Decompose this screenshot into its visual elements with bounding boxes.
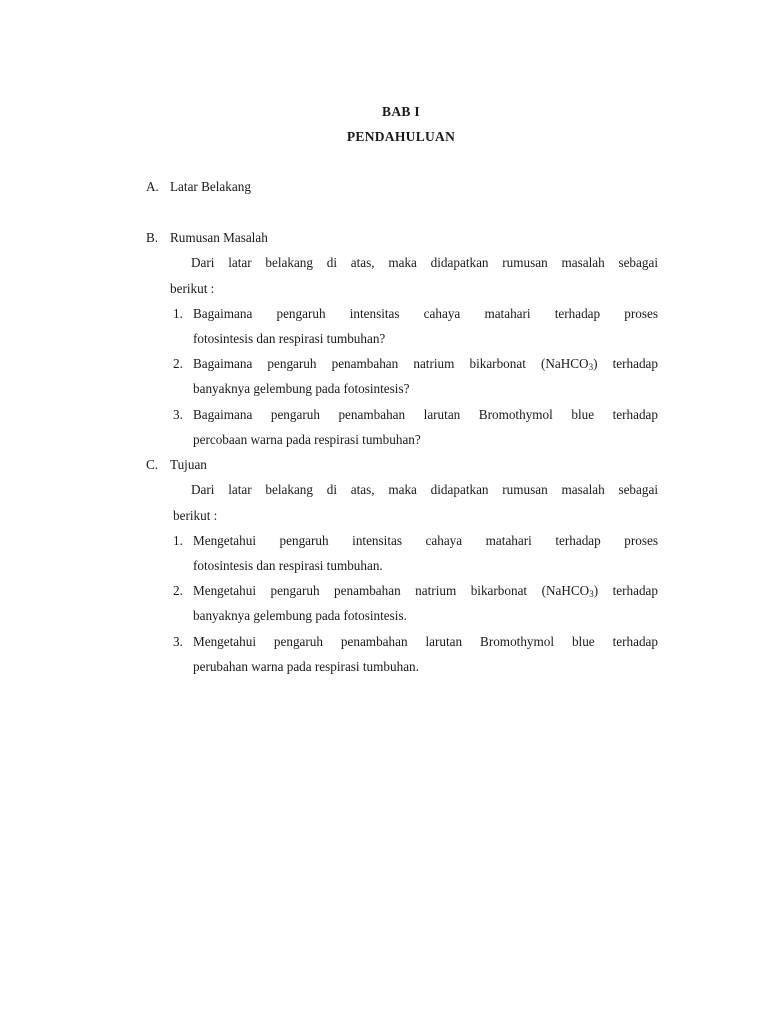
section-b-item-2-number: 2. [173, 356, 183, 371]
section-c-item-2-line1-end: ) terhadap [593, 583, 659, 598]
section-c-item-1-line2: fotosintesis dan respirasi tumbuhan. [193, 558, 383, 573]
section-c-item-1-number: 1. [173, 533, 183, 548]
section-c-item-2-line1 [193, 582, 658, 600]
section-c-item-1-line1: Mengetahui pengaruh intensitas cahaya matahari terhadap proses [193, 533, 658, 548]
section-b-item-1-number: 1. [173, 306, 183, 321]
section-c-letter: C. [146, 457, 159, 472]
section-c-item-2-subscript: 3 [589, 589, 594, 599]
chapter-number: BAB I [382, 104, 420, 119]
section-c-item-3-line1: Mengetahui pengaruh penambahan larutan Bromothymol blue terhadap [193, 634, 658, 649]
section-c-intro-line2: berikut : [173, 508, 218, 523]
section-c-item-3-line2: perubahan warna pada respirasi tumbuhan. [193, 659, 419, 674]
section-b-item-1-line2: fotosintesis dan respirasi tumbuhan? [193, 331, 386, 346]
section-b-item-2-line1-end: ) terhadap [593, 356, 658, 371]
section-b-item-3-line1: Bagaimana pengaruh penambahan larutan Bromothymol blue terhadap [193, 407, 658, 422]
section-c-intro-line1: Dari latar belakang di atas, maka didapatkan rumusan masalah sebagai [191, 482, 658, 497]
section-c-title: Tujuan [170, 457, 207, 472]
section-b-item-2-line2: banyaknya gelembung pada fotosintesis? [193, 381, 410, 396]
section-b-item-3-number: 3. [173, 407, 183, 422]
section-b-intro-line2: berikut : [170, 281, 215, 296]
section-b-item-3-line2: percobaan warna pada respirasi tumbuhan? [193, 432, 421, 447]
section-b-item-2-subscript: 3 [588, 362, 594, 372]
section-a-title: Latar Belakang [170, 179, 251, 194]
section-b-item-2-line1 [193, 355, 658, 373]
section-b-letter: B. [146, 230, 159, 245]
section-c-item-3-number: 3. [173, 634, 183, 649]
section-c-item-2-line1-start: Mengetahui pengaruh penambahan natrium bikarbonat (NaHCO [193, 583, 590, 598]
section-c-item-2-number: 2. [173, 583, 183, 598]
section-b-title: Rumusan Masalah [170, 230, 268, 245]
section-c-item-2-line2: banyaknya gelembung pada fotosintesis. [193, 608, 407, 623]
section-b-item-1-line1: Bagaimana pengaruh intensitas cahaya matahari terhadap proses [193, 306, 658, 321]
section-a-letter: A. [146, 179, 159, 194]
section-b-intro-line1: Dari latar belakang di atas, maka didapatkan rumusan masalah sebagai [191, 255, 658, 270]
chapter-title: PENDAHULUAN [346, 129, 456, 144]
section-b-item-2-line1-start: Bagaimana pengaruh penambahan natrium bikarbonat (NaHCO [193, 356, 589, 371]
